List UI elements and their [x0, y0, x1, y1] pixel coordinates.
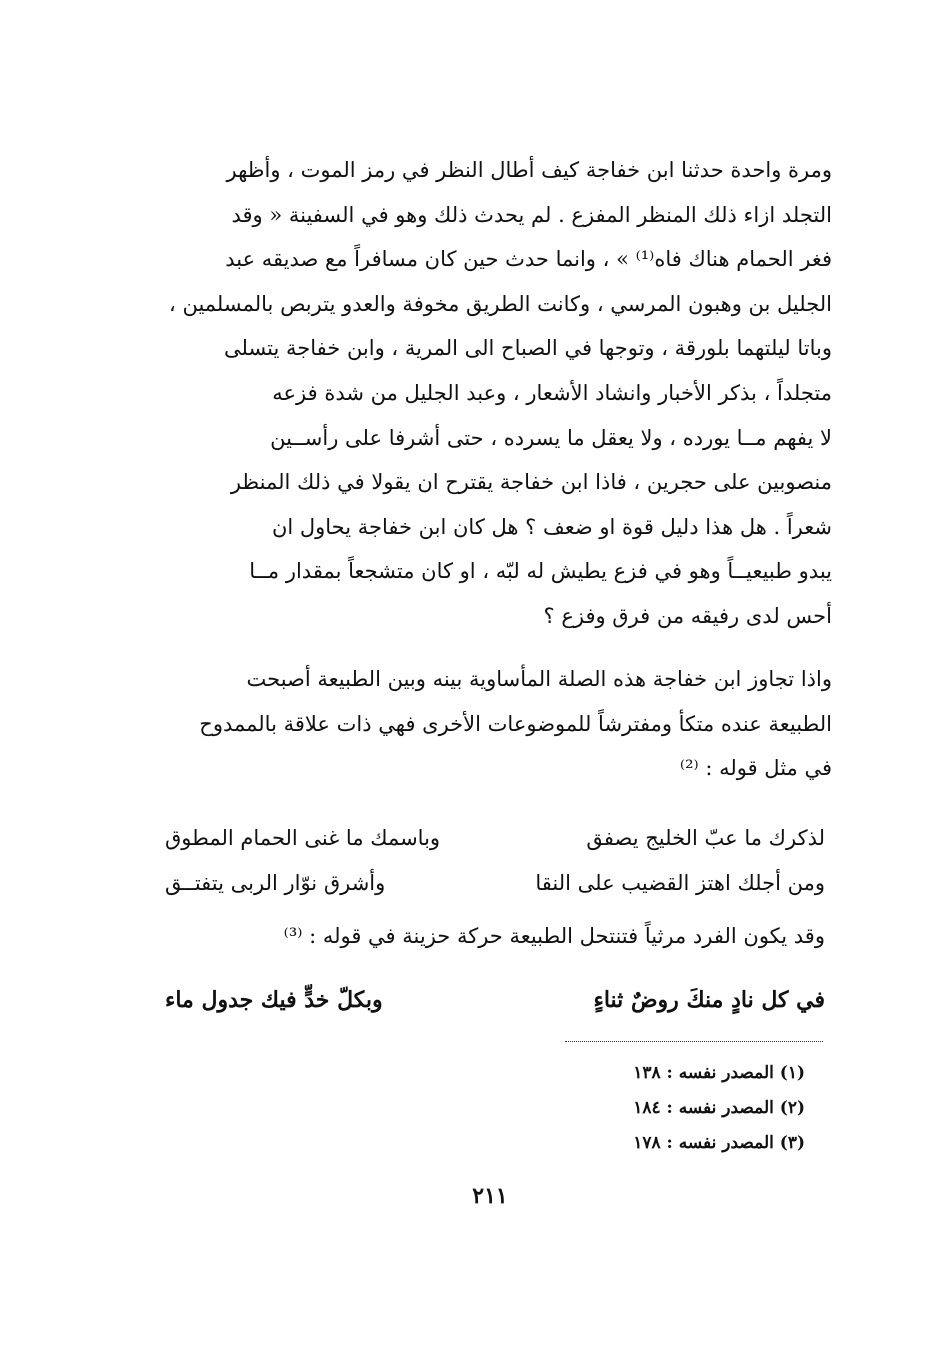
footnotes [560, 1056, 805, 1161]
paragraph-line: وباتا ليلتهما بلورقة ، وتوجها في الصباح الى المرية ، وابن خفاجة يتسلى [223, 336, 832, 361]
footnote-divider [565, 1041, 823, 1042]
paragraph-line: في مثل قوله : ⁽²⁾ [679, 756, 832, 781]
verse-second-hemistich: وباسمك ما غنى الحمام المطوق [165, 826, 441, 850]
verse-second-hemistich: وأشرق نوّار الربى يتفتــق [165, 871, 386, 895]
paragraph-line: الجليل بن وهبون المرسي ، وكانت الطريق مخوفة والعدو يتربص بالمسلمين ، [169, 291, 832, 316]
elegy-intro-line [165, 914, 825, 958]
poem-verse [165, 816, 825, 860]
paragraph-line: متجلداً ، بذكر الأخبار وانشاد الأشعار ، وعبد الجليل من شدة فزعه [272, 380, 832, 405]
verse-first-hemistich: لذكرك ما عبّ الخليج يصفق [586, 826, 825, 850]
paragraph-line: فغر الحمام هناك فاه⁽¹⁾ » ، وانما حدث حين كان مسافراً مع صديقه عبد [225, 247, 832, 272]
verse-second-hemistich: وبكلّ خدٍّ فيك جدول ماء [165, 987, 383, 1013]
footnote-item: (٢) المصدر نفسه : ١٨٤ [633, 1098, 805, 1118]
poem-verse [165, 978, 825, 1022]
paragraph-line: واذا تجاوز ابن خفاجة هذه الصلة المأساوية بينه وبين الطبيعة أصبحت [246, 667, 832, 691]
paragraph-line: يبدو طبيعيــاً وهو في فزع يطيش له لبّه ، او كان متشجعاً بمقدار مــا [249, 559, 832, 584]
footnote-item: (١) المصدر نفسه : ١٣٨ [633, 1063, 805, 1083]
paragraph-second [160, 657, 832, 791]
paragraph-line: ومرة واحدة حدثنا ابن خفاجة كيف أطال النظر في رمز الموت ، وأظهر [226, 158, 832, 182]
poem-verse [165, 861, 825, 905]
paragraph-line: منصوبين على حجرين ، فاذا ابن خفاجة يقترح ان يقولا في ذلك المنظر [230, 470, 832, 495]
paragraph-line: لا يفهم مــا يورده ، ولا يعقل ما يسرده ، حتى أشرفا على رأســين [270, 425, 832, 450]
intro-text: وقد يكون الفرد مرثياً فتنتحل الطبيعة حركة حزينة في قوله : ⁽³⁾ [283, 924, 825, 948]
paragraph-first [160, 148, 832, 639]
verse-first-hemistich: في كل نادٍ منكَ روضٌ ثناءٍ [593, 987, 825, 1013]
paragraph-line: شعراً . هل هذا دليل قوة او ضعف ؟ هل كان ابن خفاجة يحاول ان [271, 514, 832, 539]
footnote-item: (٣) المصدر نفسه : ١٧٨ [633, 1133, 805, 1153]
paragraph-line: الطبيعة عنده متكأ ومفترشاً للموضوعات الأخرى فهي ذات علاقة بالممدوح [199, 711, 832, 736]
paragraph-line: أحس لدى رفيقه من فرق وفزع ؟ [543, 603, 832, 628]
paragraph-line: التجلد ازاء ذلك المنظر المفزع . لم يحدث ذلك وهو في السفينة « وقد [231, 202, 832, 227]
verse-first-hemistich: ومن أجلك اهتز القضيب على النقا [535, 871, 825, 895]
page-number: ٢١١ [472, 1183, 508, 1209]
